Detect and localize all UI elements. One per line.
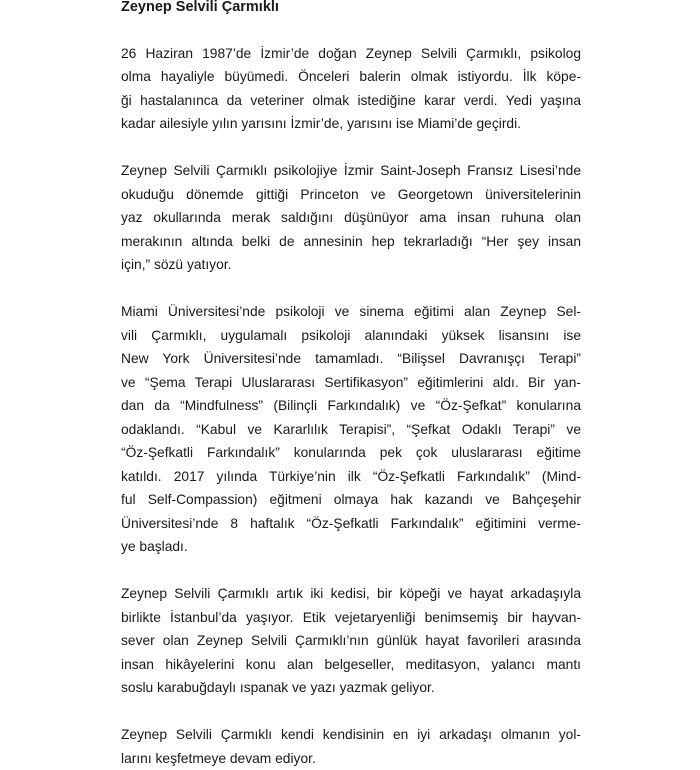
- text-line: merakının altında belki de annesinin hep tekrarladığı “Her şey insan: [121, 230, 581, 254]
- text-line: 26 Haziran 1987’de İzmir’de doğan Zeynep Selvili Çarmıklı, psikolog: [121, 42, 581, 66]
- text-line: yaz okullarında merak saldığını düşünüyor ama insan ruhuna olan: [121, 206, 581, 230]
- text-line: vili Çarmıklı, uygulamalı psikoloji alanındaki yüksek lisansını ise: [121, 324, 581, 348]
- text-line: ve “Şema Terapi Uluslararası Sertifikasyon” eğitimlerini aldı. Bir yan-: [121, 371, 581, 395]
- text-line: katıldı. 2017 yılında Türkiye’nin ilk “Öz-Şefkatli Farkındalık” (Mind-: [121, 465, 581, 489]
- text-line: insan hikâyelerini konu alan belgeseller, meditasyon, yalancı mantı: [121, 653, 581, 677]
- spacer: [121, 559, 581, 583]
- paragraph-birth: [121, 42, 581, 136]
- text-line: sever olan Zeynep Selvili Çarmıklı’nın günlük hayat favorileri arasında: [121, 629, 581, 653]
- text-line: ful Self-Compassion) eğitmeni olmaya hak kazandı ve Bahçeşehir: [121, 488, 581, 512]
- text-line: Miami Üniversitesi’nde psikoloji ve sinema eğitimi alan Zeynep Sel-: [121, 300, 581, 324]
- text-line: larını keşfetmeye devam ediyor.: [121, 747, 581, 770]
- paragraph-closing: [121, 723, 581, 770]
- text-line: Zeynep Selvili Çarmıklı artık iki kedisi, bir köpeği ve hayat arkadaşıyla: [121, 582, 581, 606]
- text-line: dan da “Mindfulness” (Bilinçli Farkındalık) ve “Öz-Şefkat” konularına: [121, 394, 581, 418]
- text-line: New York Üniversitesi’nde tamamladı. “Bilişsel Davranışçı Terapi”: [121, 347, 581, 371]
- text-line: olma hayaliyle büyümedi. Önceleri balerin olmak istiyordu. İlk köpe-: [121, 65, 581, 89]
- biography-text: [121, 0, 581, 770]
- text-line: soslu karabuğdaylı ıspanak ve yazı yazmak geliyor.: [121, 676, 581, 700]
- text-line: Zeynep Selvili Çarmıklı psikolojiye İzmir Saint-Joseph Fransız Lisesi’nde: [121, 159, 581, 183]
- paragraph-interest: [121, 159, 581, 277]
- paragraph-education: [121, 300, 581, 559]
- text-line: Üniversitesi’nde 8 haftalık “Öz-Şefkatli Farkındalık” eğitimini verme-: [121, 512, 581, 536]
- spacer: [121, 700, 581, 724]
- text-line: okuduğu dönemde gittiği Princeton ve Georgetown üniversitelerinin: [121, 183, 581, 207]
- text-line: ği hastalanınca da veteriner olmak istediğine karar verdi. Yedi yaşına: [121, 89, 581, 113]
- text-line: Zeynep Selvili Çarmıklı kendi kendisinin en iyi arkadaşı olmanın yol-: [121, 723, 581, 747]
- text-line: kadar ailesiyle yılın yarısını İzmir’de, yarısını ise Miami’de geçirdi.: [121, 112, 581, 136]
- paragraph-life: [121, 582, 581, 700]
- text-line: birlikte İstanbul’da yaşıyor. Etik vejetaryenliği benimsemiş bir hayvan-: [121, 606, 581, 630]
- spacer: [121, 277, 581, 301]
- text-line: için,” sözü yatıyor.: [121, 253, 581, 277]
- text-line: odaklandı. “Kabul ve Kararlılık Terapisi”, “Şefkat Odaklı Terapi” ve: [121, 418, 581, 442]
- spacer: [121, 20, 581, 42]
- text-line: “Öz-Şefkatli Farkındalık” konularında pek çok uluslararası eğitime: [121, 441, 581, 465]
- spacer: [121, 136, 581, 160]
- text-line: ye başladı.: [121, 535, 581, 559]
- page-title: Zeynep Selvili Çarmıklı: [121, 0, 581, 20]
